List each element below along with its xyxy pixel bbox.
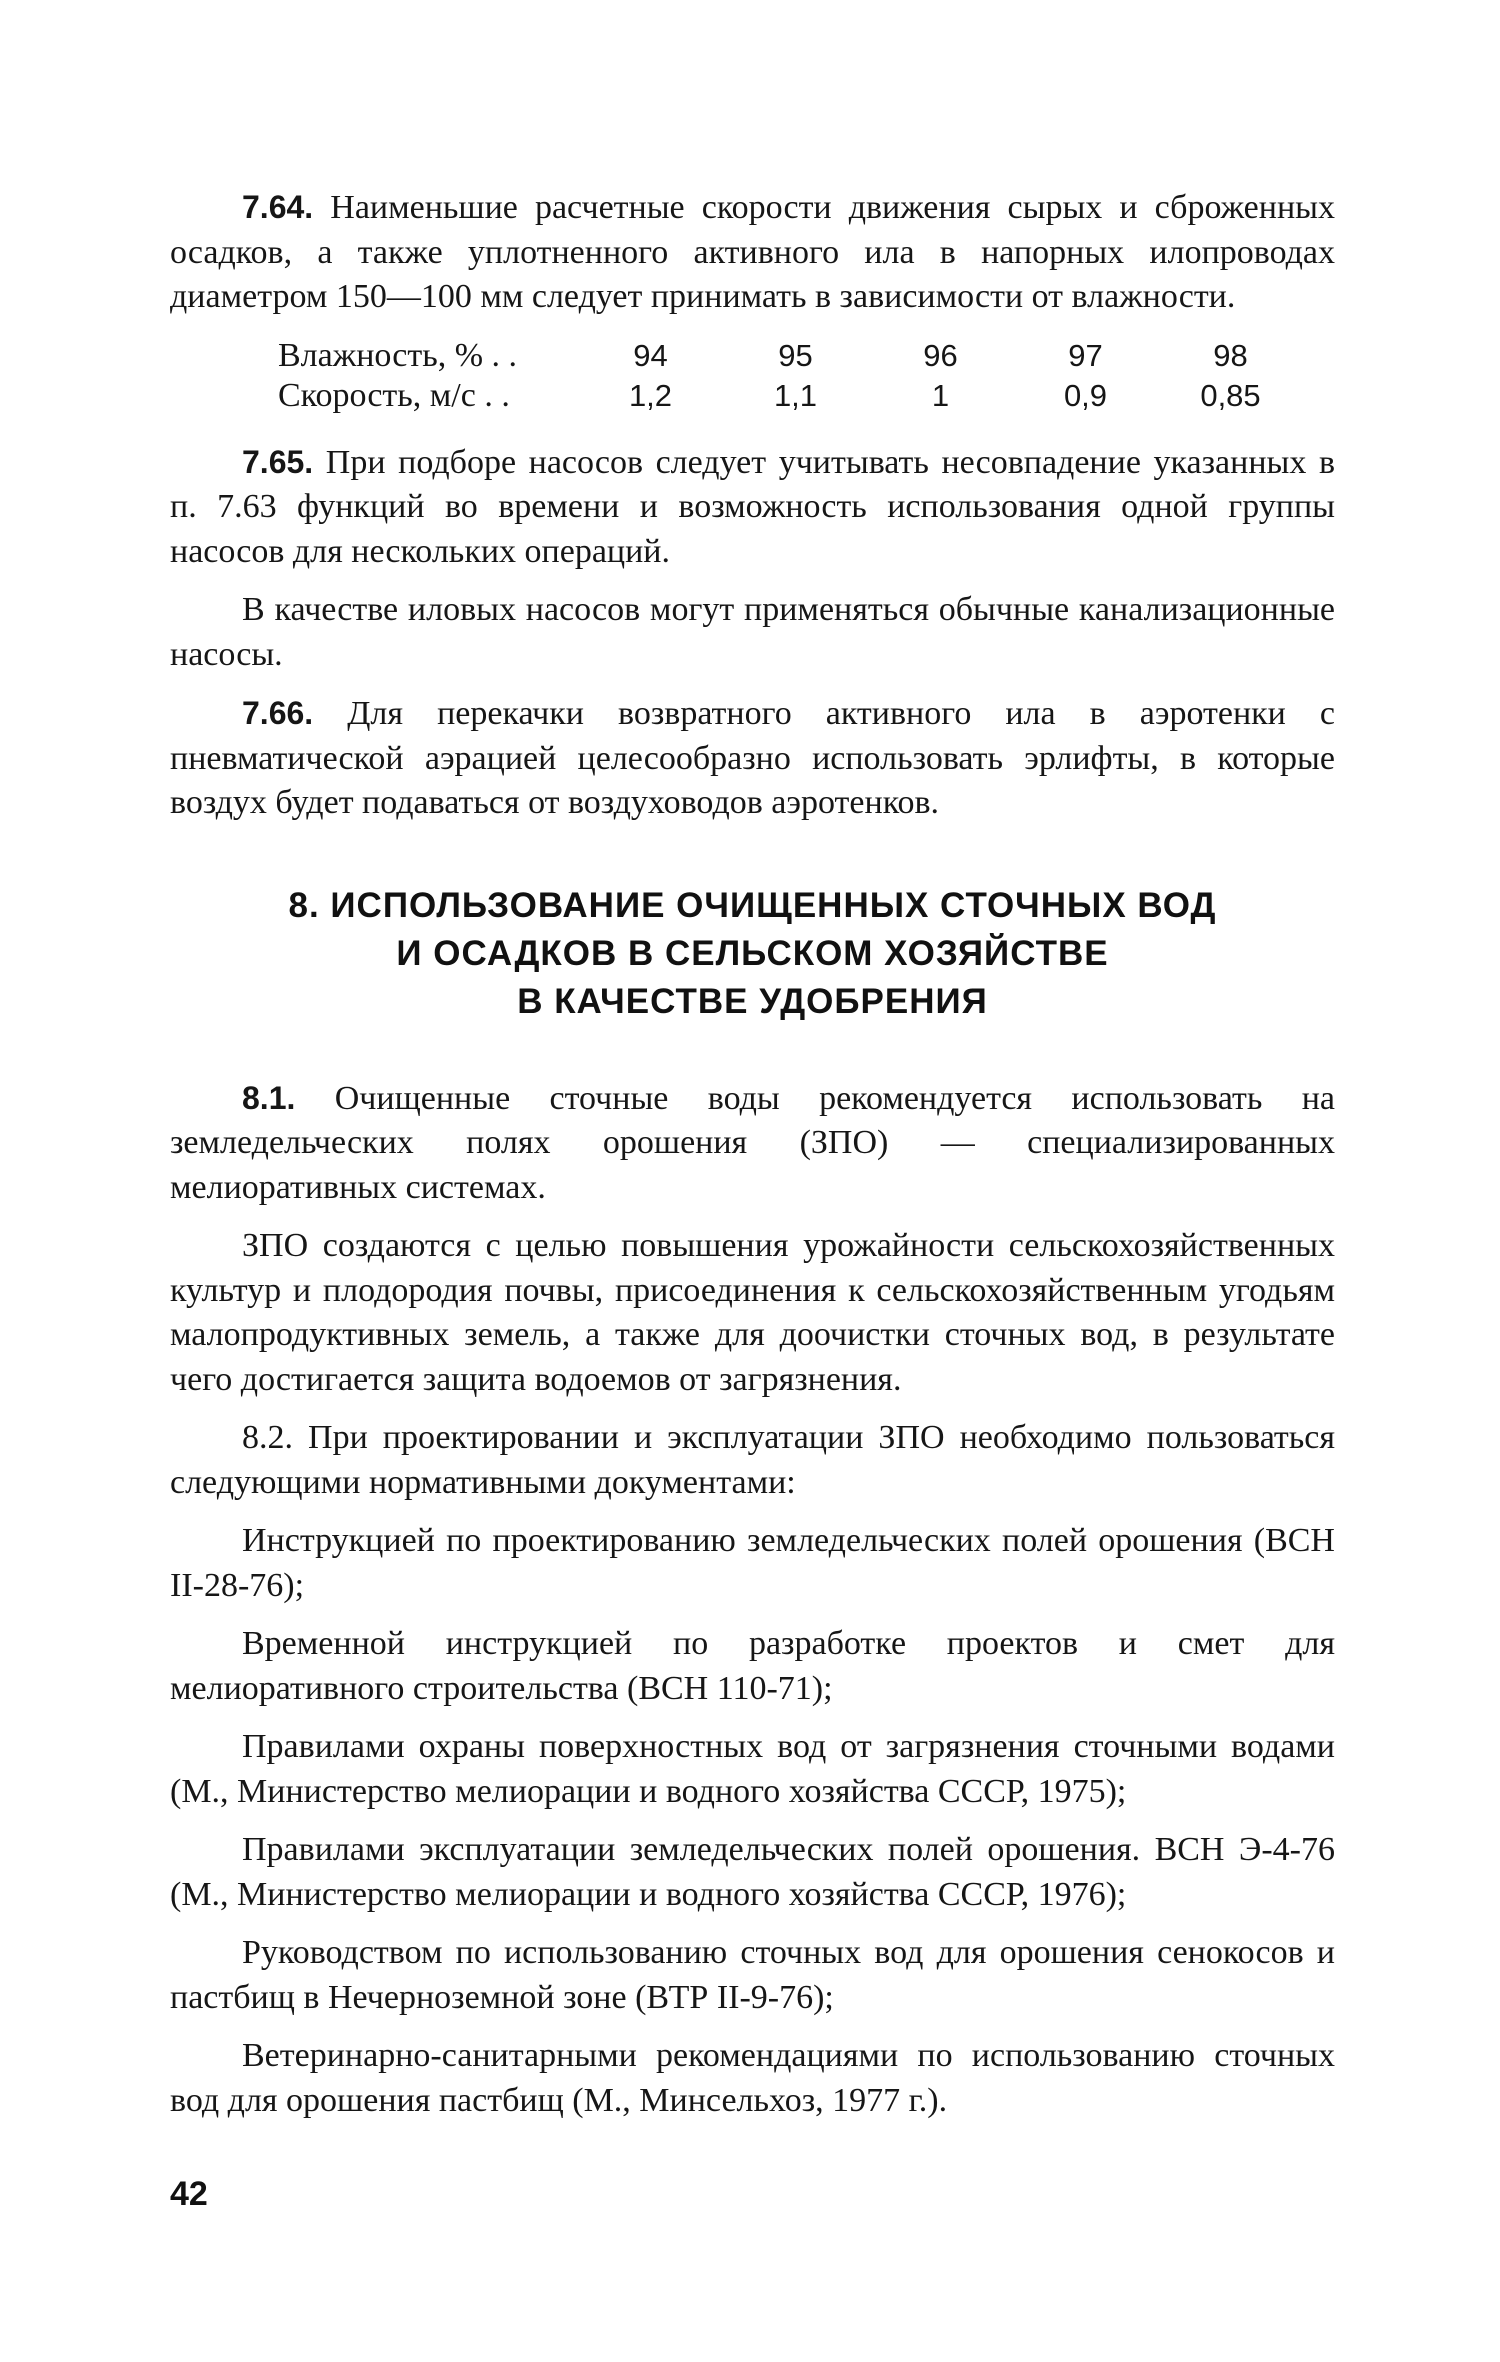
table-row [278, 336, 1303, 376]
paragraph-text: При подборе насосов следует учитывать несовпадение указанных в п. 7.63 функций во времени и возможность использования одной группы насосов для нескольких операций. [170, 443, 1336, 570]
document-list-item: Правилами охраны поверхностных вод от загрязнения сточными водами (М., Министерство мелиорации и водного хозяйства СССР, 1975); [170, 1728, 1335, 1810]
table-cell: 96 [923, 337, 958, 373]
section-heading [170, 882, 1335, 1026]
paragraph-text: При проектировании и эксплуатации ЗПО необходимо пользоваться следующими нормативными документами: [170, 1419, 1336, 1501]
paragraph-text: Наименьшие расчетные скорости движения сырых и сброженных осадков, а также уплотненного активного ила в напорных илопроводах диаметром 150—100 мм следует принимать в зависимости от влажности. [170, 189, 1335, 315]
document-list-item: Правилами эксплуатации земледельческих полей орошения. ВСН Э-4-76 (М., Министерство мелиорации и водного хозяйства СССР, 1976); [170, 1831, 1335, 1913]
paragraph-7-65 [170, 440, 1335, 575]
clause-number: 8.2. [242, 1419, 293, 1456]
document-list-item: Временной инструкцией по разработке проектов и смет для мелиоративного строительства (ВСН 110-71); [170, 1625, 1335, 1707]
paragraph-8-2 [170, 1416, 1335, 1505]
table-cell: 1,2 [628, 377, 673, 413]
section-heading-line: 8. ИСПОЛЬЗОВАНИЕ ОЧИЩЕННЫХ СТОЧНЫХ ВОД [288, 885, 1217, 925]
page-number: 42 [170, 2175, 208, 2213]
table-cell: 1 [931, 377, 950, 413]
page-body [170, 185, 1335, 2123]
paragraph-7-64 [170, 185, 1335, 320]
table-cell: 98 [1213, 337, 1248, 373]
clause-number: 7.64. [242, 189, 314, 225]
document-list-item: Ветеринарно-санитарными рекомендациями по использованию сточных вод для орошения пастбищ (М., Минсельхоз, 1977 г.). [170, 2037, 1335, 2119]
document-list-item: Руководством по использованию сточных вод для орошения сенокосов и пастбищ в Нечерноземной зоне (ВТР II-9-76); [170, 1934, 1335, 2016]
section-heading-line: В КАЧЕСТВЕ УДОБРЕНИЯ [517, 981, 988, 1021]
table-cell: 94 [633, 337, 668, 373]
table-row [278, 376, 1303, 416]
table-cell: 1,1 [773, 377, 818, 413]
paragraph-text: Очищенные сточные воды рекомендуется использовать на земледельческих полях орошения (ЗПО) — специализированных мелиоративных системах. [170, 1079, 1335, 1206]
clause-number: 7.66. [242, 695, 314, 731]
paragraph-7-66 [170, 691, 1335, 826]
row-label: Влажность, % . . [278, 336, 518, 374]
paragraph-8-1 [170, 1076, 1335, 1211]
moisture-velocity-table [278, 336, 1303, 416]
table-cell: 0,9 [1063, 377, 1108, 413]
clause-number: 7.65. [242, 443, 314, 480]
row-label: Скорость, м/с . . [278, 376, 510, 414]
table-cell: 95 [778, 337, 813, 373]
table-cell: 0,85 [1200, 377, 1261, 413]
paragraph-7-65-continued: В качестве иловых насосов могут применяться обычные канализационные насосы. [170, 591, 1335, 673]
section-heading-line: И ОСАДКОВ В СЕЛЬСКОМ ХОЗЯЙСТВЕ [396, 933, 1109, 973]
clause-number: 8.1. [242, 1079, 296, 1116]
document-list-item: Инструкцией по проектированию земледельческих полей орошения (ВСН II-28-76); [170, 1522, 1335, 1604]
paragraph-text: Для перекачки возвратного активного ила в аэротенки с пневматической аэрацией целесообразно использовать эрлифты, в которые воздух будет подаваться от воздуховодов аэротенков. [170, 695, 1335, 821]
paragraph-8-1-continued: ЗПО создаются с целью повышения урожайности сельскохозяйственных культур и плодородия почвы, присоединения к сельскохозяйственным угодьям малопродуктивных земель, а также для доочистки сточных вод, в результате чего достигается защита водоемов от загрязнения. [170, 1227, 1335, 1398]
table-cell: 97 [1068, 337, 1103, 373]
